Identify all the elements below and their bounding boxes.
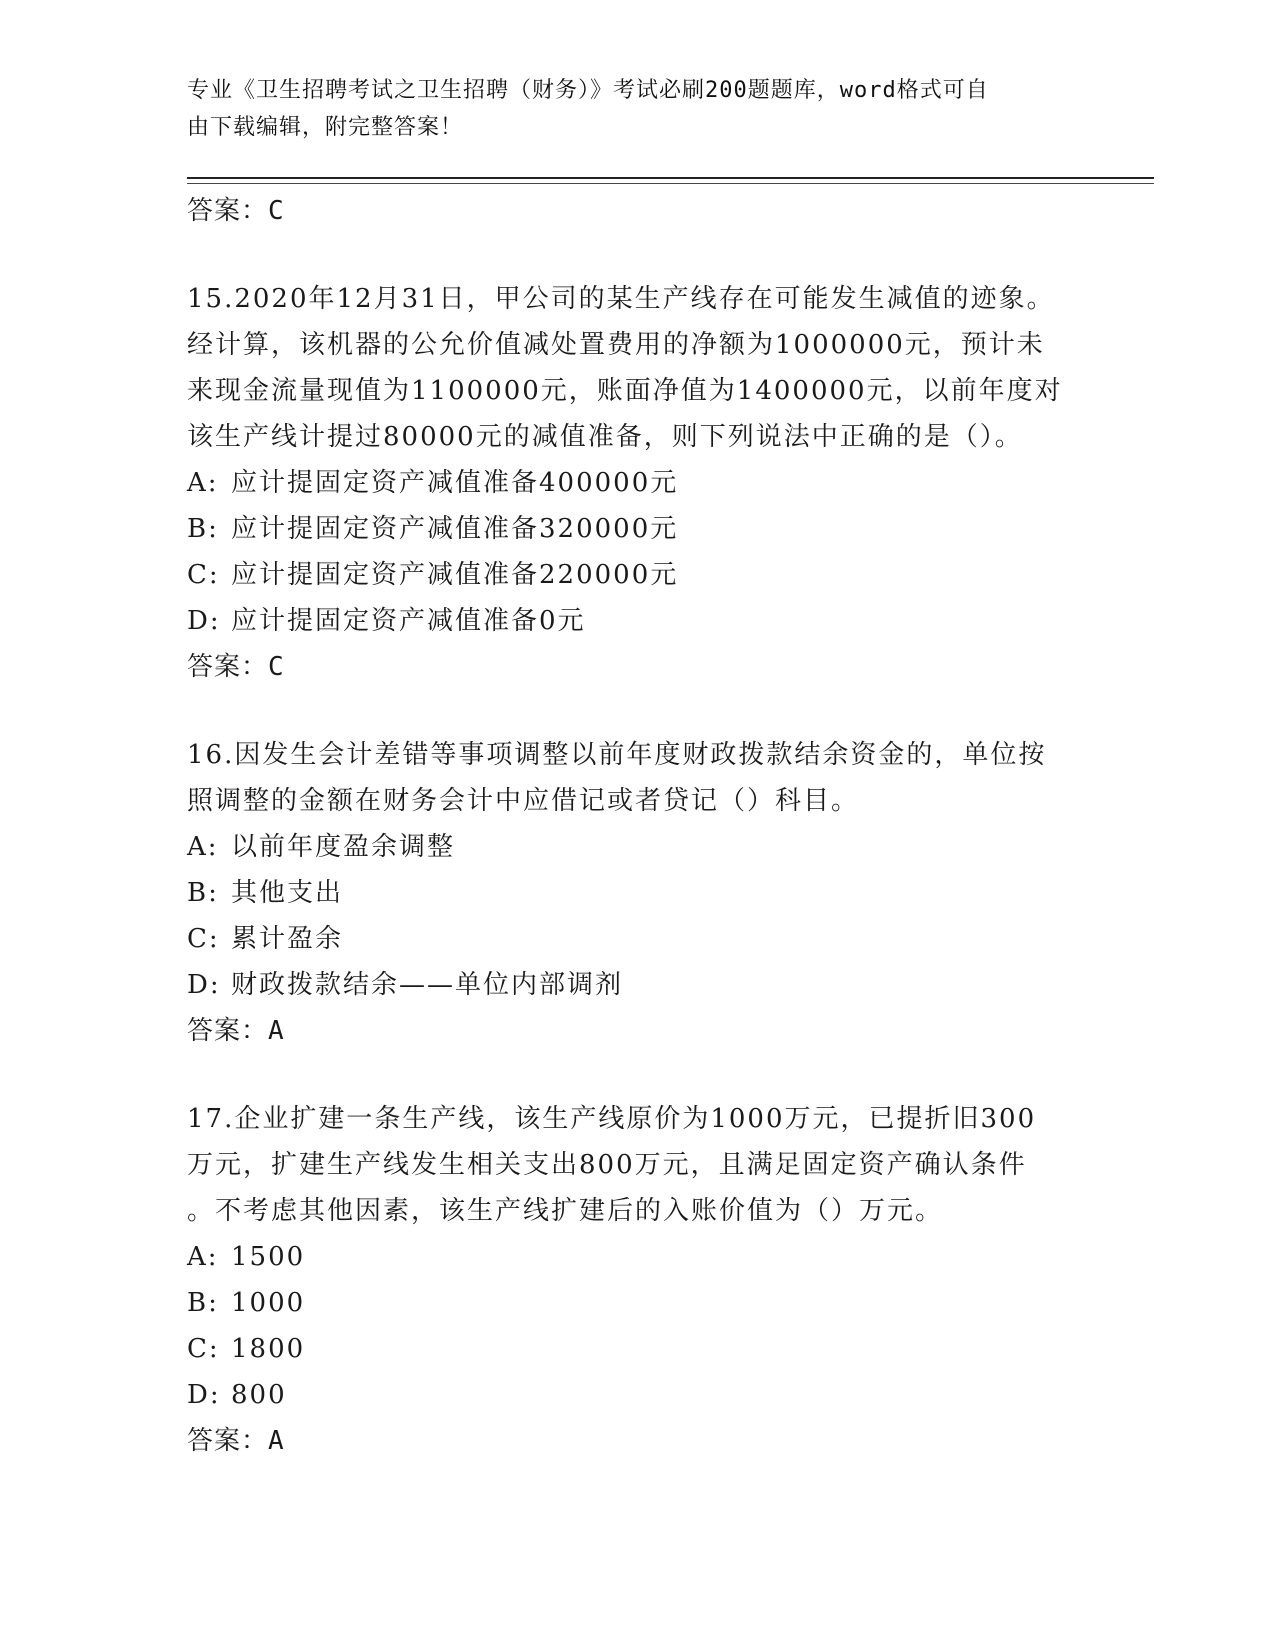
option-text: 累计盈余 [231,924,344,954]
option-b [187,506,1087,552]
option-d [187,1372,1087,1418]
option-text: 1800 [231,1334,306,1364]
previous-answer: 答案：C [187,196,285,226]
answer: 答案：A [187,1016,285,1046]
option-b [187,870,1087,916]
option-letter: A: [187,468,219,498]
option-text: 1500 [231,1242,306,1272]
stem-line: 17.企业扩建一条生产线，该生产线原价为1000万元，已提折旧300 [187,1104,1037,1134]
option-d [187,962,1087,1008]
option-b [187,1280,1087,1326]
option-text: 应计提固定资产减值准备220000元 [231,560,679,590]
stem-line: 16.因发生会计差错等事项调整以前年度财政拨款结余资金的，单位按 [187,740,1047,770]
answer: 答案：C [187,652,285,682]
option-letter: A: [187,1242,219,1272]
header-line-1: 专业《卫生招聘考试之卫生招聘（财务）》考试必刷200题题库，word格式可自 [187,78,989,103]
option-letter: B: [187,878,219,908]
option-a [187,460,1087,506]
option-c [187,1326,1087,1372]
option-text: 应计提固定资产减值准备400000元 [231,468,679,498]
option-letter: D: [187,970,221,1000]
option-letter: A: [187,832,219,862]
document-header [187,72,1067,146]
question-17 [187,1096,1087,1464]
header-divider-thick [187,177,1154,179]
option-c [187,552,1087,598]
question-content [187,188,1087,1464]
option-text: 财政拨款结余——单位内部调剂 [231,970,624,1000]
option-a [187,824,1087,870]
option-letter: C: [187,560,220,590]
question-stem [187,1096,1087,1234]
option-text: 1000 [231,1288,306,1318]
stem-line: 万元，扩建生产线发生相关支出800万元，且满足固定资产确认条件 [187,1150,1027,1180]
question-15 [187,276,1087,690]
stem-line: 。不考虑其他因素，该生产线扩建后的入账价值为（）万元。 [187,1196,944,1226]
header-line-2: 由下载编辑，附完整答案！ [187,115,464,140]
option-text: 以前年度盈余调整 [231,832,456,862]
option-d [187,598,1087,644]
question-16 [187,732,1087,1054]
option-a [187,1234,1087,1280]
option-letter: B: [187,1288,219,1318]
header-divider-thin [187,183,1154,184]
question-stem [187,732,1087,824]
stem-line: 照调整的金额在财务会计中应借记或者贷记（）科目。 [187,786,860,816]
option-text: 其他支出 [231,878,344,908]
stem-line: 15.2020年12月31日，甲公司的某生产线存在可能发生减值的迹象。 [187,284,1055,314]
option-letter: B: [187,514,219,544]
option-text: 应计提固定资产减值准备0元 [231,606,586,636]
option-letter: D: [187,1380,221,1410]
answer: 答案：A [187,1426,285,1456]
option-text: 应计提固定资产减值准备320000元 [231,514,679,544]
option-letter: C: [187,1334,220,1364]
stem-line: 来现金流量现值为1100000元，账面净值为1400000元，以前年度对 [187,376,1063,406]
stem-line: 经计算，该机器的公允价值减处置费用的净额为1000000元，预计未 [187,330,1045,360]
stem-line: 该生产线计提过80000元的减值准备，则下列说法中正确的是（）。 [187,422,1023,452]
option-text: 800 [231,1380,287,1410]
option-letter: C: [187,924,220,954]
question-stem [187,276,1087,460]
option-c [187,916,1087,962]
option-letter: D: [187,606,221,636]
